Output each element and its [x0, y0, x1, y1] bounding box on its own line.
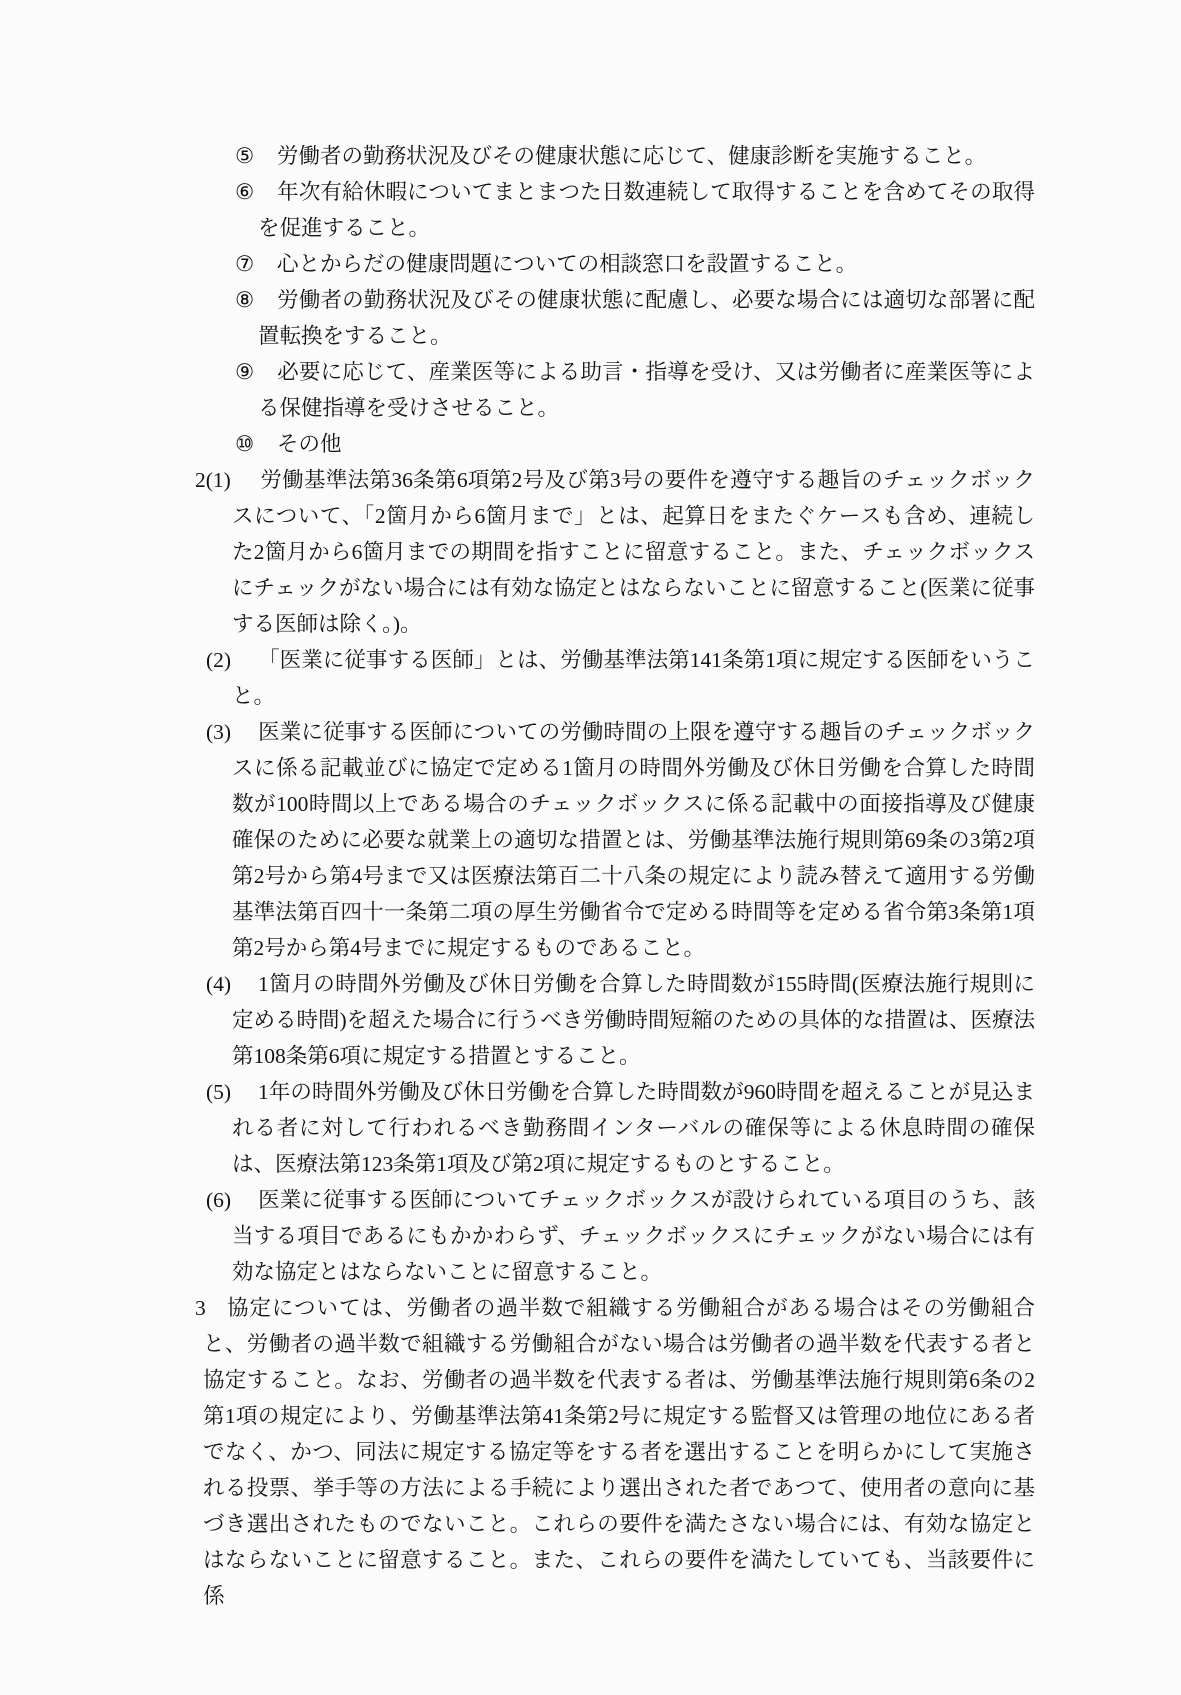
item-marker-2-1: 2(1)	[195, 468, 231, 492]
item-text: 協定については、労働者の過半数で組織する労働組合がある場合はその労働組合と、労働者の過半数で組織する労働組合がない場合は労働者の過半数を代表する者と協定すること。なお、労働者の過半数を代表する者は、労働基準法施行規則第6条の2第1項の規定により、労働基準法第41条第2号に規定する監督又は管理の地位にある者でなく、かつ、同法に規定する協定等をする者を選出することを明らかにして実施される投票、挙手等の方法による手続により選出された者であつて、使用者の意向に基づき選出されたものでないこと。これらの要件を満たさない場合には、有効な協定とはならないことに留意すること。また、これらの要件を満たしていても、当該要件に係	[203, 1296, 1035, 1608]
section-2-item-6	[195, 1182, 1035, 1290]
item-text: 年次有給休暇についてまとまつた日数連続して取得することを含めてその取得を促進すること。	[258, 180, 1035, 240]
section-2-item-3	[195, 714, 1035, 966]
item-text: その他	[277, 432, 342, 456]
item-marker-8: ⑧	[235, 288, 255, 312]
list-item-circled-10	[195, 426, 1035, 462]
list-item-circled-8	[195, 282, 1035, 354]
item-marker-3: 3	[195, 1296, 206, 1320]
item-marker-6: ⑥	[235, 180, 255, 204]
list-item-circled-7	[195, 246, 1035, 282]
item-marker-2-4: (4)	[206, 972, 232, 996]
item-marker-2-6: (6)	[206, 1188, 232, 1212]
item-marker-2-5: (5)	[206, 1080, 232, 1104]
list-item-circled-6	[195, 174, 1035, 246]
item-text: 労働者の勤務状況及びその健康状態に配慮し、必要な場合には適切な部署に配置転換をすること。	[258, 288, 1035, 348]
list-item-circled-5	[195, 138, 1035, 174]
section-2-item-1	[195, 462, 1035, 642]
item-marker-7: ⑦	[235, 252, 255, 276]
item-text: 1箇月の時間外労働及び休日労働を合算した時間数が155時間(医療法施行規則に定める時間)を超えた場合に行うべき労働時間短縮のための具体的な措置は、医療法第108条第6項に規定する措置とすること。	[232, 972, 1035, 1068]
list-item-circled-9	[195, 354, 1035, 426]
item-text: 必要に応じて、産業医等による助言・指導を受け、又は労働者に産業医等による保健指導を受けさせること。	[258, 360, 1035, 420]
section-2-item-5	[195, 1074, 1035, 1182]
section-2-item-4	[195, 966, 1035, 1074]
item-marker-9: ⑨	[235, 360, 255, 384]
item-marker-10: ⑩	[235, 432, 255, 456]
item-text: 労働基準法第36条第6項第2号及び第3号の要件を遵守する趣旨のチェックボックスについて、「2箇月から6箇月まで」とは、起算日をまたぐケースも含め、連続した2箇月から6箇月までの期間を指すことに留意すること。また、チェックボックスにチェックがない場合には有効な協定とはならないことに留意すること(医業に従事する医師は除く。)。	[232, 468, 1035, 636]
item-text: 医業に従事する医師についての労働時間の上限を遵守する趣旨のチェックボックスに係る記載並びに協定で定める1箇月の時間外労働及び休日労働を合算した時間数が100時間以上である場合のチェックボックスに係る記載中の面接指導及び健康確保のために必要な就業上の適切な措置とは、労働基準法施行規則第69条の3第2項第2号から第4号まで又は医療法第百二十八条の規定により読み替えて適用する労働基準法第百四十一条第二項の厚生労働省令で定める時間等を定める省令第3条第1項第2号から第4号までに規定するものであること。	[232, 720, 1035, 960]
item-marker-2-3: (3)	[206, 720, 232, 744]
item-text: 労働者の勤務状況及びその健康状態に応じて、健康診断を実施すること。	[277, 144, 987, 168]
item-text: 医業に従事する医師についてチェックボックスが設けられている項目のうち、該当する項目であるにもかかわらず、チェックボックスにチェックがない場合には有効な協定とはならないことに留意すること。	[232, 1188, 1035, 1284]
item-marker-5: ⑤	[235, 144, 255, 168]
section-2-item-2	[195, 642, 1035, 714]
item-marker-2-2: (2)	[206, 648, 232, 672]
item-text: 心とからだの健康問題についての相談窓口を設置すること。	[277, 252, 858, 276]
section-3-paragraph	[195, 1290, 1035, 1614]
item-text: 1年の時間外労働及び休日労働を合算した時間数が960時間を超えることが見込まれる者に対して行われるべき勤務間インターバルの確保等による休息時間の確保は、医療法第123条第1項及び第2項に規定するものとすること。	[232, 1080, 1035, 1176]
item-text: 「医業に従事する医師」とは、労働基準法第141条第1項に規定する医師をいうこと。	[232, 648, 1035, 708]
